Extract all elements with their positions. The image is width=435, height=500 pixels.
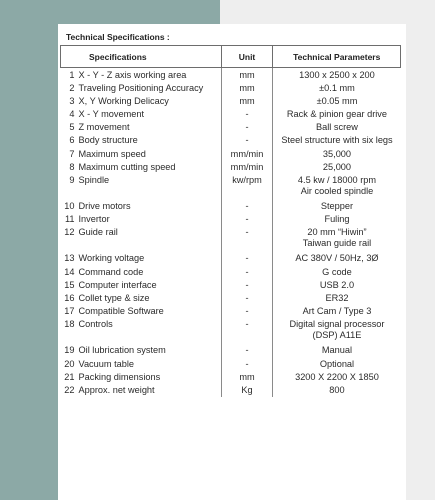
spec-cell <box>61 68 222 81</box>
parameter-cell <box>273 120 401 133</box>
table-row <box>61 370 401 383</box>
table-row <box>61 147 401 160</box>
table-row <box>61 120 401 133</box>
parameter-line: ±0.05 mm <box>316 95 358 106</box>
parameter-cell <box>273 212 401 225</box>
row-number: 9 <box>69 175 75 185</box>
row-number: 14 <box>64 266 75 277</box>
spec-cell <box>61 133 222 146</box>
spec-label: Z movement <box>78 122 130 133</box>
table-row <box>61 265 401 278</box>
parameter-cell <box>273 370 401 383</box>
unit-cell: mm/min <box>221 147 273 160</box>
row-number: 1 <box>69 70 75 80</box>
spec-label: Controls <box>78 319 113 330</box>
unit-cell: - <box>221 212 273 225</box>
spec-cell <box>61 81 222 94</box>
parameter-cell <box>273 291 401 304</box>
spec-cell <box>61 370 222 383</box>
spec-label: Oil lubrication system <box>78 345 166 356</box>
table-row <box>61 291 401 304</box>
spec-label: Guide rail <box>78 227 118 238</box>
spec-label: Body structure <box>78 135 138 146</box>
table-header <box>61 46 401 68</box>
unit-cell: - <box>221 133 273 146</box>
parameter-line: AC 380V / 50Hz, 3Ø <box>295 253 379 264</box>
spec-label: Traveling Positioning Accuracy <box>78 82 204 93</box>
row-number: 10 <box>64 201 75 211</box>
parameter-line: 35,000 <box>322 148 352 159</box>
spec-label: Packing dimensions <box>78 371 161 382</box>
parameter-cell <box>273 173 401 199</box>
spec-label: Approx. net weight <box>78 384 155 395</box>
spec-cell <box>61 265 222 278</box>
parameter-line: Fuling <box>324 214 350 225</box>
unit-cell: - <box>221 251 273 264</box>
parameter-cell <box>273 160 401 173</box>
unit-cell: mm <box>221 370 273 383</box>
spec-label: Working voltage <box>78 253 145 264</box>
table-row <box>61 199 401 212</box>
row-number: 5 <box>69 122 75 133</box>
row-number: 22 <box>64 384 75 395</box>
row-number: 16 <box>64 292 75 303</box>
row-number: 3 <box>69 95 75 106</box>
parameter-line: Digital signal processor <box>289 319 385 330</box>
parameter-cell <box>273 251 401 264</box>
parameter-cell <box>273 107 401 120</box>
spec-label: Spindle <box>78 175 110 185</box>
table-row <box>61 107 401 120</box>
parameter-line: 4.5 kw / 18000 rpm <box>297 175 377 185</box>
spec-cell <box>61 120 222 133</box>
unit-cell: - <box>221 343 273 356</box>
parameter-cell <box>273 383 401 398</box>
row-number: 7 <box>69 148 75 159</box>
parameter-cell <box>273 68 401 81</box>
parameter-line: Air cooled spindle <box>300 185 374 196</box>
unit-cell: - <box>221 199 273 212</box>
spec-table <box>60 45 401 397</box>
parameter-line: Stepper <box>320 201 354 211</box>
spec-label: X - Y movement <box>78 109 145 120</box>
spec-cell <box>61 383 222 398</box>
table-row <box>61 225 401 251</box>
spec-cell <box>61 357 222 370</box>
spec-sheet <box>58 24 406 500</box>
table-row <box>61 317 401 343</box>
unit-cell: - <box>221 304 273 317</box>
parameter-line: 1300 x 2500 x 200 <box>299 70 375 80</box>
row-number: 13 <box>64 253 75 264</box>
parameter-line: (DSP) A11E <box>312 329 362 340</box>
row-number: 11 <box>64 214 75 225</box>
parameter-line: Steel structure with six legs <box>281 135 393 146</box>
table-row <box>61 212 401 225</box>
spec-cell <box>61 147 222 160</box>
spec-label: Computer interface <box>78 279 157 290</box>
table-row <box>61 173 401 199</box>
spec-cell <box>61 291 222 304</box>
parameter-cell <box>273 81 401 94</box>
parameter-cell <box>273 343 401 356</box>
row-number: 18 <box>64 319 75 330</box>
unit-cell: mm <box>221 81 273 94</box>
row-number: 6 <box>69 135 75 146</box>
spec-cell <box>61 107 222 120</box>
parameter-cell <box>273 265 401 278</box>
parameter-line: USB 2.0 <box>319 279 355 290</box>
unit-cell: - <box>221 120 273 133</box>
parameter-line: Ball screw <box>316 122 358 133</box>
table-row <box>61 81 401 94</box>
spec-label: X - Y - Z axis working area <box>78 70 187 80</box>
parameter-line: ER32 <box>325 292 349 303</box>
parameter-line: ±0.1 mm <box>319 82 355 93</box>
parameter-cell <box>273 357 401 370</box>
parameter-cell <box>273 278 401 291</box>
spec-cell <box>61 94 222 107</box>
table-row <box>61 251 401 264</box>
row-number: 15 <box>64 279 75 290</box>
spec-cell <box>61 251 222 264</box>
parameter-cell <box>273 225 401 251</box>
spec-cell <box>61 160 222 173</box>
parameter-cell <box>273 199 401 212</box>
parameter-line: Manual <box>321 345 353 356</box>
parameter-line: 25,000 <box>322 161 352 172</box>
row-number: 4 <box>69 109 75 120</box>
unit-cell: - <box>221 278 273 291</box>
table-row <box>61 133 401 146</box>
spec-cell <box>61 343 222 356</box>
header-specifications: Specifications <box>61 46 222 68</box>
spec-label: Compatible Software <box>78 306 164 317</box>
spec-cell <box>61 199 222 212</box>
row-number: 20 <box>64 358 75 369</box>
spec-label: Command code <box>78 266 144 277</box>
unit-cell: mm/min <box>221 160 273 173</box>
spec-label: Collet type & size <box>78 292 150 303</box>
spec-label: Maximum speed <box>78 148 146 159</box>
parameter-cell <box>273 304 401 317</box>
table-row <box>61 278 401 291</box>
table-row <box>61 383 401 398</box>
unit-cell: - <box>221 107 273 120</box>
spec-cell <box>61 173 222 199</box>
spec-label: Drive motors <box>78 201 131 211</box>
table-row <box>61 304 401 317</box>
parameter-line: 20 mm “Hiwin” <box>307 227 367 238</box>
unit-cell: - <box>221 225 273 251</box>
unit-cell: - <box>221 265 273 278</box>
spec-label: Maximum cutting speed <box>78 161 176 172</box>
parameter-cell <box>273 133 401 146</box>
parameter-line: G code <box>322 266 352 277</box>
row-number: 2 <box>69 82 75 93</box>
parameter-line: Optional <box>319 358 355 369</box>
spec-label: Vacuum table <box>78 358 134 369</box>
parameter-line: Rack & pinion gear drive <box>286 109 388 120</box>
unit-cell: - <box>221 357 273 370</box>
spec-cell <box>61 304 222 317</box>
table-row <box>61 357 401 370</box>
row-number: 21 <box>64 371 75 382</box>
unit-cell: - <box>221 291 273 304</box>
spec-cell <box>61 225 222 251</box>
spec-cell <box>61 278 222 291</box>
parameter-cell <box>273 147 401 160</box>
spec-cell <box>61 212 222 225</box>
unit-cell: mm <box>221 94 273 107</box>
table-row <box>61 160 401 173</box>
parameter-cell <box>273 94 401 107</box>
unit-cell: Kg <box>221 383 273 398</box>
table-row <box>61 68 401 81</box>
row-number: 12 <box>64 227 75 238</box>
table-body <box>61 68 401 398</box>
unit-cell: - <box>221 317 273 343</box>
parameter-cell <box>273 317 401 343</box>
parameter-line: Art Cam / Type 3 <box>302 306 372 317</box>
row-number: 17 <box>64 306 75 317</box>
table-row <box>61 94 401 107</box>
row-number: 8 <box>69 161 75 172</box>
spec-label: Invertor <box>78 214 110 225</box>
unit-cell: kw/rpm <box>221 173 273 199</box>
row-number: 19 <box>64 345 75 356</box>
spec-cell <box>61 317 222 343</box>
header-technical-parameters: Technical Parameters <box>273 46 401 68</box>
parameter-line: Taiwan guide rail <box>302 237 372 248</box>
header-unit: Unit <box>221 46 273 68</box>
parameter-line: 3200 X 2200 X 1850 <box>295 371 379 382</box>
unit-cell: mm <box>221 68 273 81</box>
parameter-line: 800 <box>329 384 345 395</box>
spec-label: X, Y Working Delicacy <box>78 95 169 106</box>
table-row <box>61 343 401 356</box>
document-title: Technical Specifications : <box>66 32 170 42</box>
